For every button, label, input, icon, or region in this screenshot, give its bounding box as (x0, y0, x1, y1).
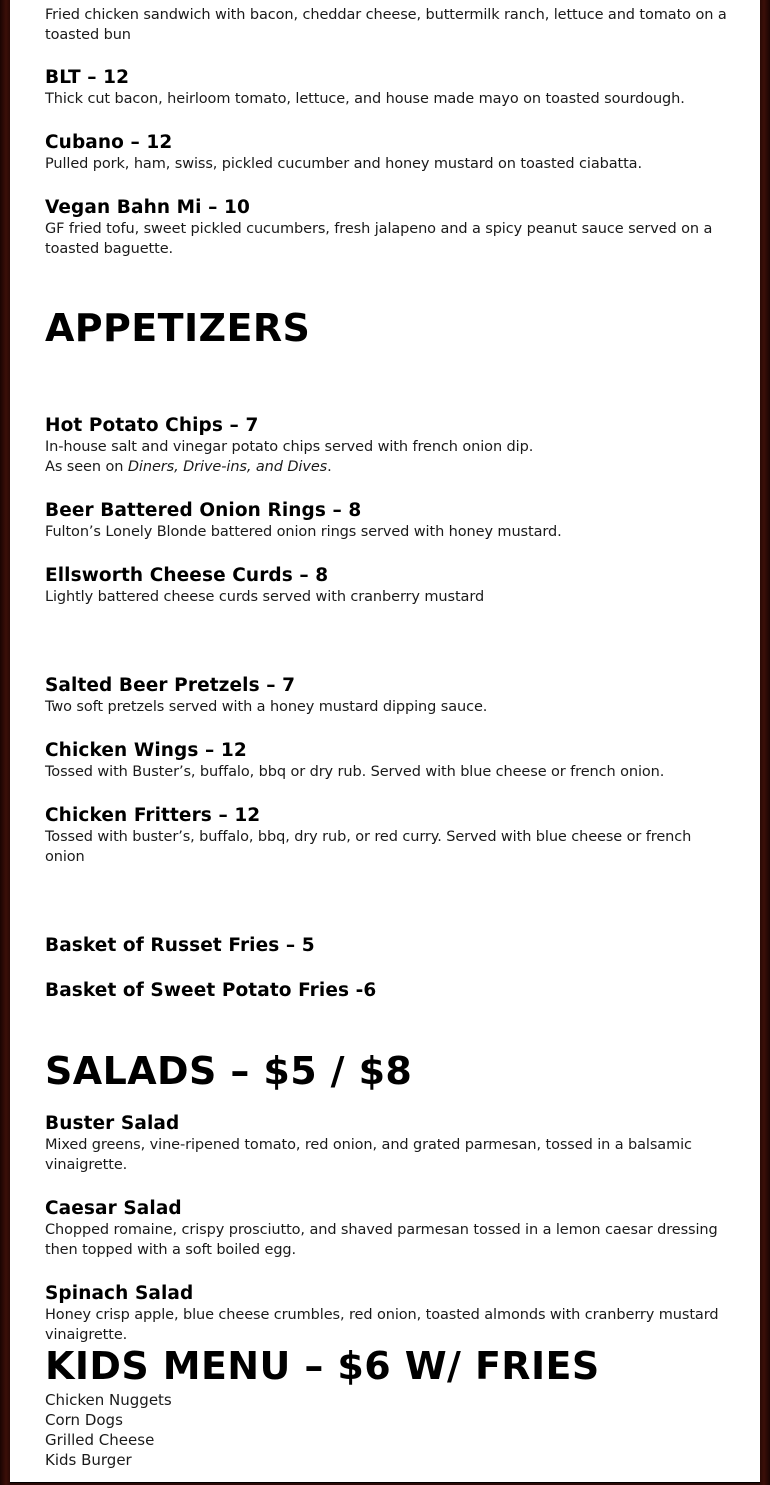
menu-item-blt (45, 66, 735, 109)
menu-item-chicken-wings (45, 739, 735, 782)
salads-section-heading (45, 1049, 735, 1093)
menu-item-cubano (45, 131, 735, 174)
kids-menu-list (45, 1390, 735, 1470)
menu-item-name: Chicken Fritters – 12 (45, 805, 261, 826)
menu-item-buster-salad (45, 1112, 735, 1175)
appetizers-section-heading (45, 306, 735, 350)
menu-item-name: Basket of Russet Fries – 5 (45, 935, 315, 956)
menu-item-name: Spinach Salad (45, 1283, 194, 1304)
menu-item-onion-rings (45, 499, 735, 542)
note-suffix: . (327, 459, 332, 475)
menu-item-description: Fried chicken sandwich with bacon, cheddar cheese, buttermilk ranch, lettuce and tomato on a toasted bun (45, 7, 727, 43)
menu-item-russet-fries (45, 934, 735, 957)
menu-item-note (45, 457, 735, 477)
menu-item-hot-potato-chips (45, 414, 735, 477)
menu-item-description: Honey crisp apple, blue cheese crumbles, red onion, toasted almonds with cranberry mustard vinaigrette. (45, 1307, 719, 1343)
menu-item-name: Salted Beer Pretzels – 7 (45, 675, 296, 696)
menu-item-name: Basket of Sweet Potato Fries -6 (45, 980, 377, 1001)
menu-item-name: Cubano – 12 (45, 132, 173, 153)
menu-item-vegan-bahn-mi (45, 196, 735, 259)
menu-item-sweet-potato-fries (45, 979, 735, 1002)
menu-item-description: Two soft pretzels served with a honey mustard dipping sauce. (45, 699, 488, 715)
section-heading: APPETIZERS (45, 306, 311, 350)
menu-item-description: GF fried tofu, sweet pickled cucumbers, fresh jalapeno and a spicy peanut sauce served on a toasted baguette. (45, 221, 713, 257)
section-heading: SALADS – $5 / $8 (45, 1049, 413, 1093)
menu-item-name: Hot Potato Chips – 7 (45, 415, 259, 436)
section-heading: KIDS MENU – $6 W/ FRIES (45, 1344, 600, 1388)
menu-item-name: Buster Salad (45, 1113, 180, 1134)
menu-item-chicken-fritters (45, 804, 735, 867)
menu-page (10, 0, 760, 1483)
menu-item-name: Beer Battered Onion Rings – 8 (45, 500, 362, 521)
menu-item-description: Thick cut bacon, heirloom tomato, lettuce, and house made mayo on toasted sourdough. (45, 91, 685, 107)
menu-item-description: In-house salt and vinegar potato chips served with french onion dip. (45, 439, 534, 455)
menu-item-description: Tossed with buster’s, buffalo, bbq, dry rub, or red curry. Served with blue cheese or french onion (45, 829, 692, 865)
menu-item-description: Fulton’s Lonely Blonde battered onion rings served with honey mustard. (45, 524, 562, 540)
menu-item-name: BLT – 12 (45, 67, 130, 88)
menu-item-description: Lightly battered cheese curds served with cranberry mustard (45, 589, 485, 605)
menu-item-description: Tossed with Buster’s, buffalo, bbq or dry rub. Served with blue cheese or french onion. (45, 764, 665, 780)
menu-item-beer-pretzels (45, 674, 735, 717)
right-border-frame (760, 0, 770, 1485)
menu-item-name: Vegan Bahn Mi – 10 (45, 197, 250, 218)
menu-item-cheese-curds (45, 564, 735, 607)
note-prefix: As seen on (45, 459, 128, 475)
left-border-frame (0, 0, 10, 1485)
list-item: Kids Burger (45, 1451, 132, 1469)
menu-item-caesar-salad (45, 1197, 735, 1260)
menu-item-name: Ellsworth Cheese Curds – 8 (45, 565, 329, 586)
menu-item-description: Chopped romaine, crispy prosciutto, and shaved parmesan tossed in a lemon caesar dressing then topped with a soft boiled egg. (45, 1222, 718, 1258)
list-item: Chicken Nuggets (45, 1391, 172, 1409)
show-title: Diners, Drive-ins, and Dives (127, 459, 328, 475)
list-item: Corn Dogs (45, 1411, 123, 1429)
menu-item-description: Mixed greens, vine-ripened tomato, red onion, and grated parmesan, tossed in a balsamic vinaigrette. (45, 1137, 692, 1173)
kids-menu-section-heading (45, 1344, 735, 1388)
menu-item-name: Caesar Salad (45, 1198, 182, 1219)
menu-item-name: Chicken Wings – 12 (45, 740, 247, 761)
list-item: Grilled Cheese (45, 1431, 155, 1449)
menu-item-fried-chicken-sandwich (45, 5, 735, 45)
menu-item-spinach-salad (45, 1282, 735, 1345)
menu-item-description: Pulled pork, ham, swiss, pickled cucumber and honey mustard on toasted ciabatta. (45, 156, 642, 172)
